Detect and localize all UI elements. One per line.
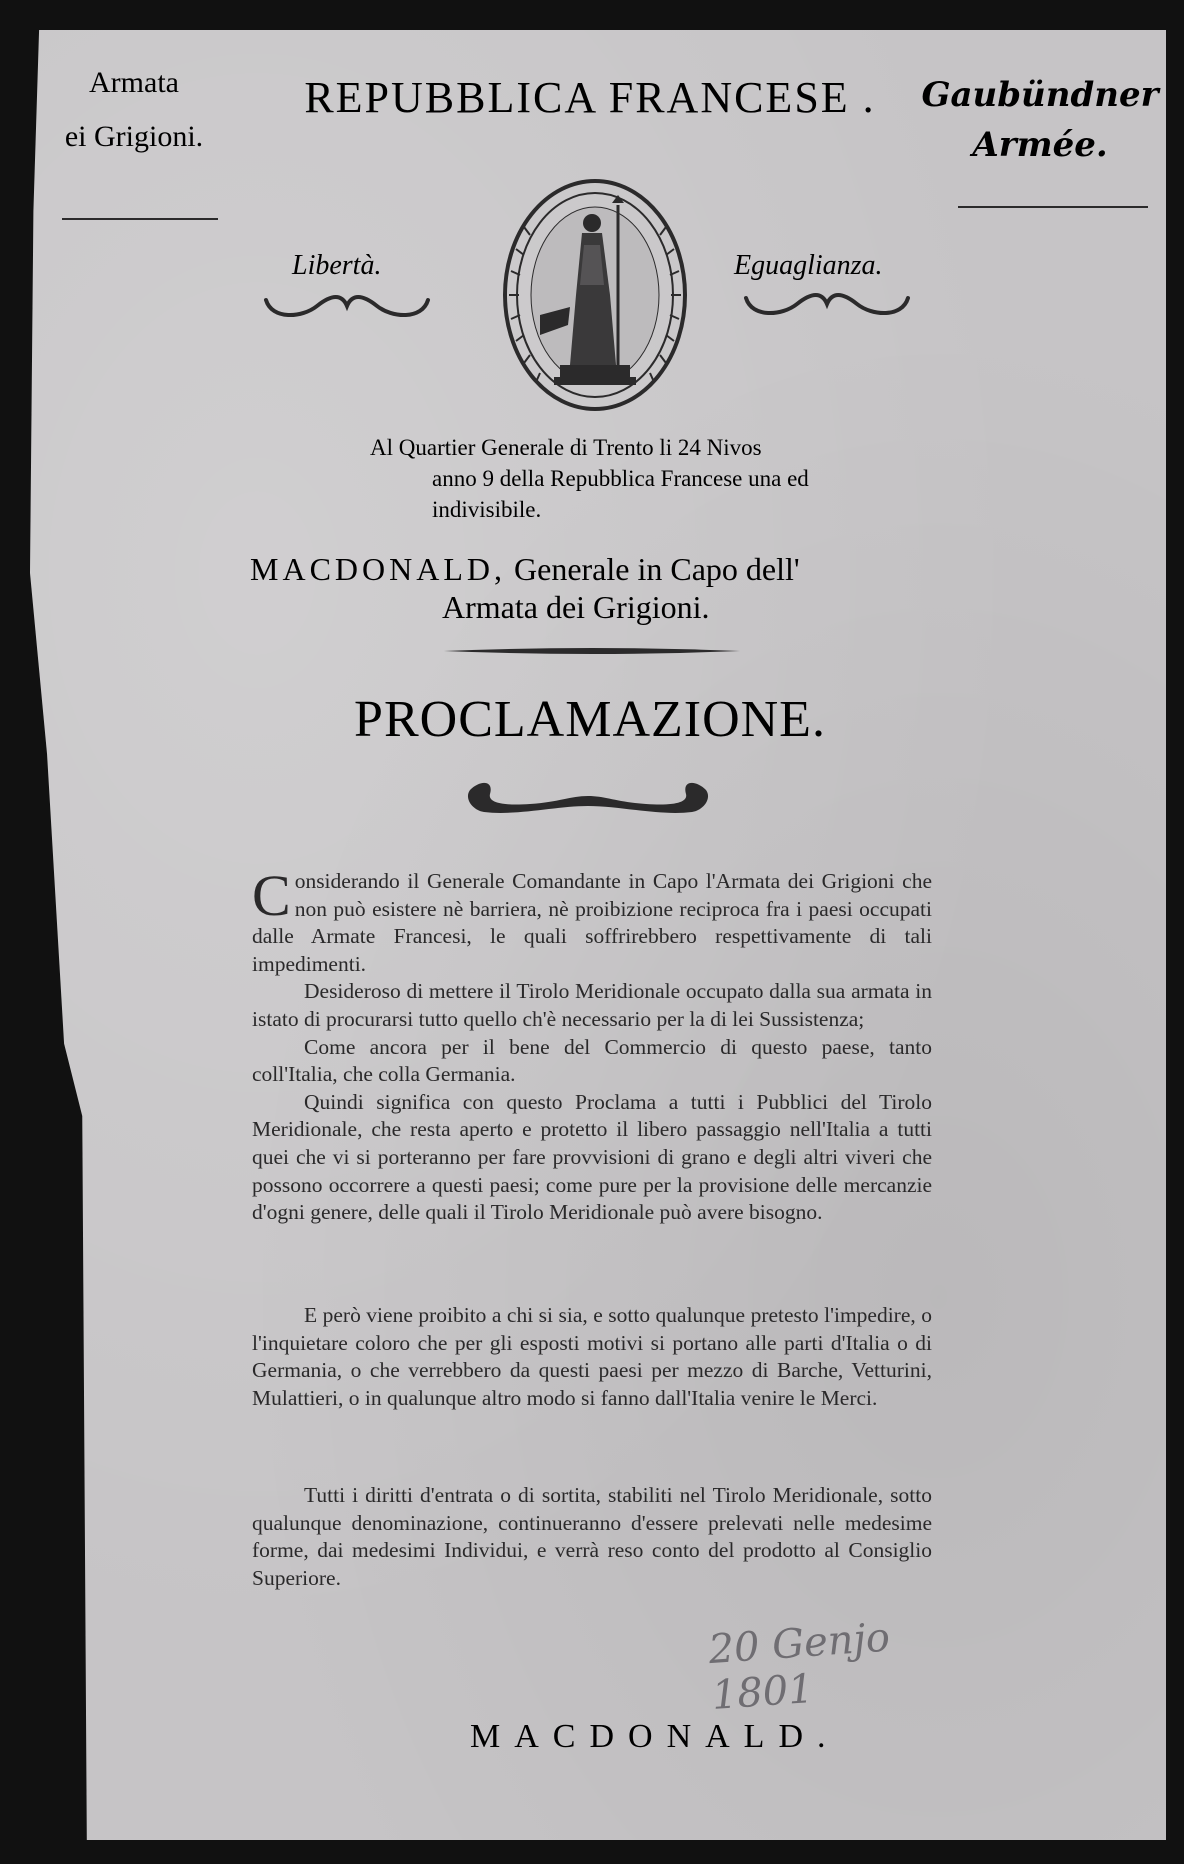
handwritten-date-note: 20 Genjo 1801 — [707, 1614, 892, 1719]
liberty-seal-icon — [500, 175, 690, 415]
motto-eguaglianza: Eguaglianza. — [734, 250, 883, 281]
signature: MACDONALD. — [470, 1718, 840, 1755]
header-right-block — [920, 70, 1160, 170]
header-left-line1: Armata — [89, 66, 179, 99]
place-date-line2: anno 9 della Repubblica Francese una ed — [432, 466, 809, 491]
place-date-line1: Al Quartier Generale di Trento li 24 Nivos — [370, 435, 762, 460]
body-block-2 — [252, 1302, 932, 1412]
general-title-line2: Armata dei Grigioni. — [442, 589, 710, 625]
body-block-1 — [252, 863, 932, 1227]
drop-cap: C — [252, 863, 291, 928]
place-date-block — [370, 432, 930, 525]
header-right-line1: Gaubündner — [921, 75, 1159, 115]
general-heading — [250, 550, 970, 626]
header-right-line2: Armée. — [972, 125, 1108, 165]
paragraph-3: Come ancora per il bene del Commercio di questo paese, tanto coll'Italia, che colla Germania. — [252, 1034, 932, 1087]
place-date-line3: indivisibile. — [432, 497, 542, 522]
paragraph-4: Quindi significa con questo Proclama a tutti i Pubblici del Tirolo Meridionale, che resta aperto e protetto il libero passaggio nell'Italia a tutti quei che vi si porteranno per fare provvisioni di grano e degli altri viveri che possono occorrere a questi paesi; come pure per la provisione delle mercanzie d'ogni genere, delle quali il Tirolo Meridionale può avere bisogno. — [252, 1089, 932, 1225]
section-divider — [444, 646, 740, 656]
republic-title: REPUBBLICA FRANCESE . — [304, 73, 876, 122]
ornament-left-icon — [262, 292, 432, 326]
body-block-3 — [252, 1482, 932, 1592]
header-left-block — [44, 56, 224, 164]
flourish-ornament-icon — [460, 776, 716, 824]
ornament-right-icon — [742, 290, 912, 324]
header-right-rule — [958, 206, 1148, 208]
proclamation-title: PROCLAMAZIONE. — [354, 691, 826, 748]
paragraph-1-text: onsiderando il Generale Comandante in Capo l'Armata dei Grigioni che non può esistere nè barriera, nè proibizione reciproca fra i paesi occupati dalle Armate Francesi, le quali soffrirebbero respettivamente di tali impedimenti. — [252, 869, 932, 976]
general-name: MACDONALD, — [250, 551, 506, 587]
paragraph-2: Desideroso di mettere il Tirolo Meridionale occupato dalla sua armata in istato di procurarsi tutto quello ch'è necessario per la di lei Sussistenza; — [252, 979, 932, 1031]
paragraph-1 — [252, 863, 932, 978]
motto-liberta: Libertà. — [292, 250, 382, 281]
paragraph-6: Tutti i diritti d'entrata o di sortita, stabiliti nel Tirolo Meridionale, sotto qualunque denominazione, continueranno d'essere prelevati nelle medesime forme, dai medesimi Individui, e verrà reso conto del prodotto al Consiglio Superiore. — [252, 1483, 932, 1590]
paragraph-5: E però viene proibito a chi si sia, e sotto qualunque pretesto l'impedire, o l'inquietare coloro che per gli esposti motivi si portano alle parti d'Italia o di Germania, o che verrebbero da questi paesi per mezzo di Barche, Vetturini, Mulattieri, o in qualunque altro modo si fanno dall'Italia venire le Merci. — [252, 1303, 932, 1410]
header-left-line2: ei Grigioni. — [64, 120, 204, 153]
general-title-line1: Generale in Capo dell' — [506, 551, 800, 587]
header-left-rule — [62, 218, 218, 220]
